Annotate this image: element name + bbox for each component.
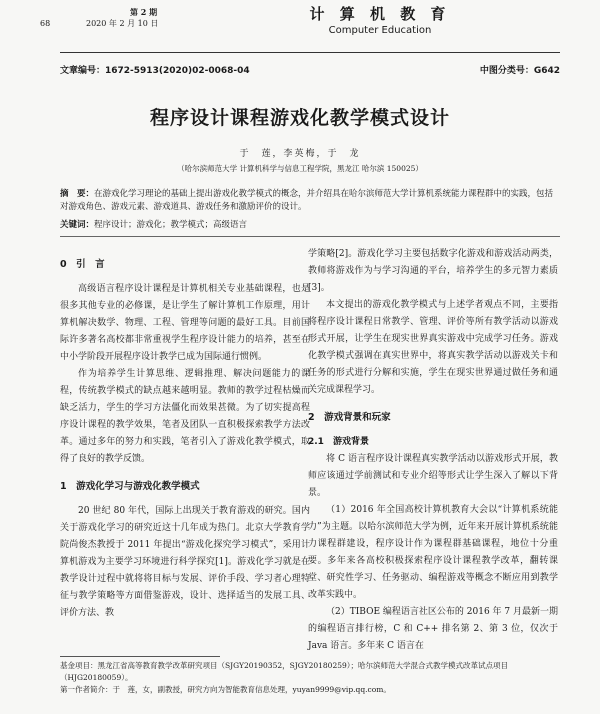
author-footnote: 第一作者简介：于 莲，女，副教授，研究方向为智能教育信息处理，yuyan9999@vip.qq.com。	[60, 685, 391, 694]
issue-number: 第 2 期	[130, 7, 158, 17]
keywords-label: 关键词：	[60, 220, 95, 230]
abstract-label: 摘 要：	[60, 189, 95, 199]
author-affiliation: （哈尔滨师范大学 计算机科学与信息工程学院，黑龙江 哈尔滨 150025）	[177, 164, 423, 173]
left-column	[60, 246, 310, 622]
abstract-text: 在游戏化学习理论的基础上提出游戏化教学模式的概念，并介绍具在哈尔滨师范大学计算机系统能力课程群中的实践，包括对游戏角色、游戏元素、游戏道具、游戏任务和激励评价的设计。	[60, 189, 554, 212]
running-header-journal	[245, 3, 515, 36]
author-list: 于 莲，李英梅，于 龙	[239, 149, 361, 159]
paragraph: （2）TIBOE 编程语言社区公布的 2016 年 7 月最新一期的编程语言排行榜，C 和 C++ 排名第 2、第 3 位，仅次于 Java 语言。多年来 C 语言在	[308, 607, 558, 651]
keywords-text: 程序设计；游戏化；教学模式；高级语言	[94, 220, 248, 230]
journal-title-cn: 计 算 机 教 育	[309, 5, 451, 23]
paragraph: 作为培养学生计算思维、逻辑推理、解决问题能力的课程，传统教学模式的缺点越来越明显。教师的教学过程枯燥而缺乏活力，学生的学习方法僵化而效果甚微。为了切实提高程序设计课程的教学效果，笔者及团队一直积极探索教学方法改革。通过多年的努力和实践，笔者引入了游戏化教学模式，取得了良好的教学反馈。	[60, 369, 310, 464]
section-heading: 1 游戏化学习与游戏化教学模式	[60, 481, 200, 492]
journal-title-en: Computer Education	[328, 25, 432, 36]
subsection-heading: 2.1 游戏背景	[308, 437, 369, 447]
paragraph: （1）2016 年全国高校计算机教育大会以“计算机系统能力”为主题。以哈尔滨师范大学为例，近年来开展计算机系统能力课程群建设，程序设计作为课程群基础课程，地位十分重要。多年来各高校积极探索程序设计课程教学改革，翻转课堂、研究性学习、任务驱动、编程游戏等概念不断应用到教学改革实践中。	[308, 505, 558, 600]
paragraph: 学策略[2]。游戏化学习主要包括数字化游戏和游戏活动两类，教师将游戏作为与学习沟通的平台，培养学生的多元智力素质[3]。	[308, 249, 558, 293]
page-number: 68	[40, 19, 51, 28]
paragraph: 将 C 语言程序设计课程真实教学活动以游戏形式开展，教师应该通过学前测试和专业介绍等形式让学生深入了解以下背景。	[308, 454, 558, 498]
issue-date: 2020 年 2 月 10 日	[86, 19, 159, 28]
footnotes	[60, 660, 560, 696]
footnote-rule	[60, 656, 220, 657]
paragraph: 高级语言程序设计课程是计算机相关专业基础课程，也是很多其他专业的必修课，是让学生了解计算机工作原理，用计算机解决数学、物理、工程、管理等问题的最好工具。目前国际许多著名高校都非常重视学生程序设计能力的培养，甚至在中小学阶段开展程序设计教学已成为国际通行惯例。	[60, 284, 310, 362]
paragraph: 20 世纪 80 年代，国际上出现关于教育游戏的研究。国内关于游戏化学习的研究近这十几年成为热门。北京大学教育学院尚俊杰教授于 2011 年提出“游戏化探究学习模式”，采用计算机游戏为主要学习环境进行科学探究[1]。游戏化学习就是在教学设计过程中就将将目标与发展、评价手段、学习者心理特征与教学策略等方面借鉴游戏，设计、选择适当的发展工具、评价方法、教	[60, 506, 310, 618]
keywords	[60, 219, 560, 232]
section-heading: 2 游戏背景和玩家	[308, 412, 391, 423]
running-header-left	[40, 6, 220, 30]
header-rule	[60, 52, 560, 53]
right-column	[308, 246, 558, 655]
paper-title: 程序设计课程游戏化教学模式设计	[149, 107, 450, 129]
paragraph: 本文提出的游戏化教学模式与上述学者观点不同，主要指将程序设计课程日常教学、管理、评价等所有教学活动以游戏形式开展，让学生在现实世界真实游戏中完成学习任务。游戏化教学模式强调在真实世界中，将真实教学活动以游戏关卡和任务的形式进行分解和实施，学生在现实世界通过做任务和通关完成课程学习。	[308, 300, 558, 395]
abstract	[60, 188, 560, 214]
clc-number: 中图分类号：G642	[479, 66, 560, 76]
article-number: 文章编号：1672-5913(2020)02-0068-04	[60, 66, 250, 76]
section-heading: 0 引 言	[60, 259, 105, 270]
body-divider	[60, 236, 560, 237]
fund-footnote: 基金项目：黑龙江省高等教育教学改革研究项目（SJGY20190352，SJGY20180259）；哈尔滨师范大学混合式教学模式改革试点项目（HJG20180059）。	[60, 661, 509, 682]
